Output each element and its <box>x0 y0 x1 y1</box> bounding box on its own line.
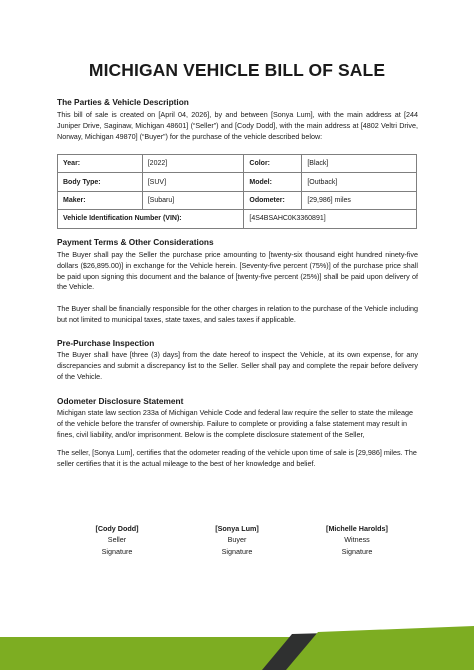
body-type-value: [SUV] <box>142 173 244 191</box>
footer-green-stripe <box>0 637 296 670</box>
signer-name: [Michelle Harolds] <box>326 524 388 533</box>
maker-label: Maker: <box>58 191 143 209</box>
payment-heading: Payment Terms & Other Considerations <box>57 237 214 247</box>
parties-paragraph: This bill of sale is created on [April 04, 2026], by and between [Sonya Lum], with the main address at [244 Juniper Drive, Saginaw, Michigan 48601] (“Seller”) and [Cody Dodd], with the main address at [4802 Veltri Drive, Norway, Michigan 49870] (“Buyer”) for the purchase of the vehicle described below: <box>57 110 418 141</box>
maker-value: [Subaru] <box>142 191 244 209</box>
odometer-label: Odometer: <box>244 191 302 209</box>
footer-green-block <box>286 626 474 670</box>
model-label: Model: <box>244 173 302 191</box>
odometer-value: [29,986] miles <box>302 191 417 209</box>
financial-responsibility-paragraph: The Buyer shall be financially responsible for the other charges in relation to the purchase of the Vehicle including but not limited to municipal taxes, state taxes, and sales taxes if applicable. <box>57 304 418 324</box>
odometer-paragraph: Michigan state law section 233a of Michigan Vehicle Code and federal law require the seller to state the mileage of the vehicle before the transfer of ownership. Failure to complete or providing a false statement may result in fines, civil liability, and/or imprisonment. Below is the complete disclosure statement of the Seller, <box>57 408 413 439</box>
table-row <box>58 191 417 209</box>
signature-caption: Signature <box>101 546 133 556</box>
model-value: [Outback] <box>302 173 417 191</box>
document-title: MICHIGAN VEHICLE BILL OF SALE <box>88 60 386 80</box>
odometer-heading: Odometer Disclosure Statement <box>57 396 184 406</box>
signer-role: Buyer <box>227 535 247 545</box>
inspection-paragraph: The Buyer shall have [three (3) days] from the date hereof to inspect the Vehicle, at its own expense, for any discrepancies and submit a discrepancy list to the Seller. Seller shall pay and complete the repair before delivery of the Vehicle. <box>57 350 418 381</box>
year-label: Year: <box>58 155 143 173</box>
witness-signature-block <box>307 523 407 557</box>
seller-signature-block <box>67 523 167 557</box>
table-row <box>58 173 417 191</box>
vin-value: [4S4BSAHC0K3360891] <box>244 210 417 228</box>
vehicle-description-table <box>57 154 417 229</box>
table-row <box>58 210 417 228</box>
parties-heading: The Parties & Vehicle Description <box>57 97 189 107</box>
color-label: Color: <box>244 155 302 173</box>
signer-role: Seller <box>107 535 127 545</box>
body-type-label: Body Type: <box>58 173 143 191</box>
inspection-heading: Pre-Purchase Inspection <box>57 338 155 348</box>
signature-caption: Signature <box>221 546 253 556</box>
signature-caption: Signature <box>341 546 373 556</box>
signer-role: Witness <box>344 535 370 545</box>
table-row <box>58 155 417 173</box>
payment-paragraph: The Buyer shall pay the Seller the purchase price amounting to [twenty-six thousand eight hundred ninety-five dollars ($26,895.00)] in exchange for the Vehicle herein. [Seventy-five percent (75%)] of the purchase price shall be paid upon signing this document and the balance of [twenty-five percent (25%)] shall be paid upon delivery of the Vehicle. <box>57 250 418 292</box>
decorative-footer-band <box>0 615 474 670</box>
signer-name: [Sonya Lum] <box>215 524 259 533</box>
year-value: [2022] <box>142 155 244 173</box>
signer-name: [Cody Dodd] <box>95 524 139 533</box>
color-value: [Black] <box>302 155 417 173</box>
odometer-certification-paragraph: The seller, [Sonya Lum], certifies that the odometer reading of the vehicle upon time of sale is [29,986] miles. The seller certifies that it is the actual mileage to the best of her knowledge and belief. <box>57 448 417 468</box>
buyer-signature-block <box>187 523 287 557</box>
vin-label: Vehicle Identification Number (VIN): <box>58 210 244 228</box>
